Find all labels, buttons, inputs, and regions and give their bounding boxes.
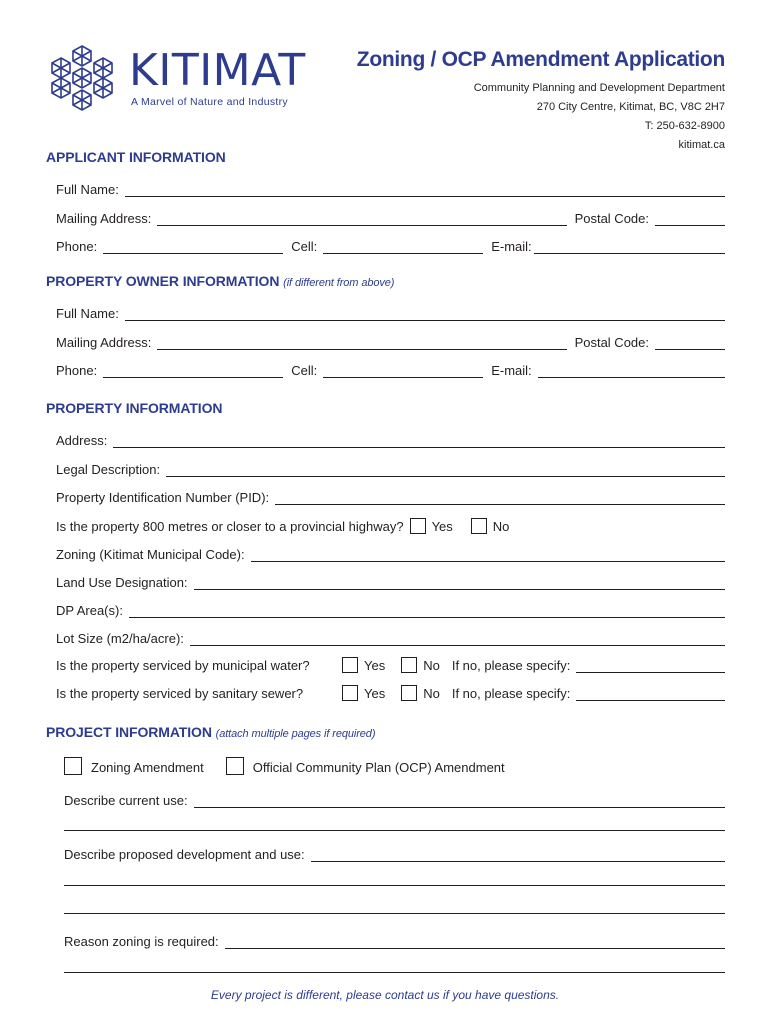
dp-area-row: [56, 602, 725, 618]
reason-field[interactable]: [225, 934, 725, 949]
zoning-row: [56, 546, 725, 562]
zoning-amendment-option[interactable]: [64, 757, 204, 775]
current-use-field[interactable]: [194, 793, 725, 808]
property-address-row: [56, 432, 725, 448]
highway-question: Is the property 800 metres or closer to a provincial highway?: [56, 519, 404, 534]
owner-full-name-row: [56, 305, 725, 321]
ocp-amendment-label: Official Community Plan (OCP) Amendment: [252, 760, 505, 775]
contact-department: Community Planning and Development Department: [473, 82, 725, 94]
water-no-label: No: [423, 658, 440, 673]
project-heading: [46, 724, 375, 740]
property-address-label: Address:: [56, 433, 108, 448]
ocp-amendment-checkbox[interactable]: [226, 757, 244, 775]
applicant-address-row: [56, 210, 725, 226]
water-no-option[interactable]: [401, 657, 440, 673]
contact-address: 270 City Centre, Kitimat, BC, V8C 2H7: [536, 101, 725, 113]
highway-yes-checkbox[interactable]: [410, 518, 426, 534]
lot-size-field[interactable]: [190, 631, 725, 646]
applicant-phone-row: [56, 238, 725, 254]
owner-heading: [46, 273, 394, 289]
pid-label: Property Identification Number (PID):: [56, 490, 270, 505]
water-question: Is the property serviced by municipal water?: [56, 658, 310, 673]
owner-email-field[interactable]: [538, 363, 725, 378]
applicant-mailing-address-label: Mailing Address:: [56, 211, 152, 226]
owner-heading-text: PROPERTY OWNER INFORMATION: [46, 273, 280, 289]
applicant-phone-label: Phone:: [56, 239, 98, 254]
sewer-question: Is the property serviced by sanitary sewer?: [56, 686, 304, 701]
highway-row: [56, 518, 725, 534]
legal-description-row: [56, 461, 725, 477]
applicant-postal-code-field[interactable]: [655, 211, 725, 226]
property-heading: PROPERTY INFORMATION: [46, 400, 223, 416]
owner-address-row: [56, 334, 725, 350]
proposed-use-row: [64, 846, 725, 862]
dp-area-field[interactable]: [129, 603, 725, 618]
zoning-label: Zoning (Kitimat Municipal Code):: [56, 547, 245, 562]
project-heading-note: (attach multiple pages if required): [215, 728, 376, 740]
sewer-yes-label: Yes: [364, 686, 386, 701]
sewer-no-label: No: [423, 686, 440, 701]
land-use-field[interactable]: [194, 575, 725, 590]
applicant-full-name-label: Full Name:: [56, 182, 119, 197]
property-address-field[interactable]: [113, 433, 725, 448]
land-use-label: Land Use Designation:: [56, 575, 188, 590]
snowflake-icon: [44, 44, 120, 112]
owner-phone-label: Phone:: [56, 363, 98, 378]
water-no-checkbox[interactable]: [401, 657, 417, 673]
pid-field[interactable]: [275, 490, 725, 505]
logo-wordmark: KITIMAT: [129, 45, 306, 96]
owner-email-label: E-mail:: [491, 363, 532, 378]
sewer-row: [56, 685, 725, 701]
owner-full-name-field[interactable]: [125, 306, 725, 321]
water-if-no-label: If no, please specify:: [451, 658, 571, 673]
applicant-mailing-address-field[interactable]: [157, 211, 566, 226]
water-yes-option[interactable]: [342, 657, 385, 673]
water-row: [56, 657, 725, 673]
contact-phone: T: 250-632-8900: [644, 120, 725, 132]
land-use-row: [56, 574, 725, 590]
proposed-use-field[interactable]: [311, 847, 725, 862]
form-title: Zoning / OCP Amendment Application: [356, 48, 725, 71]
highway-no-checkbox[interactable]: [471, 518, 487, 534]
owner-heading-note: (if different from above): [283, 277, 395, 289]
project-heading-text: PROJECT INFORMATION: [46, 724, 212, 740]
owner-phone-row: [56, 362, 725, 378]
applicant-email-field[interactable]: [534, 239, 725, 254]
applicant-full-name-row: [56, 181, 725, 197]
proposed-use-line-2[interactable]: [64, 885, 725, 886]
reason-label: Reason zoning is required:: [64, 934, 219, 949]
contact-website[interactable]: kitimat.ca: [678, 139, 725, 151]
applicant-postal-code-label: Postal Code:: [574, 211, 649, 226]
amendment-type-row: [64, 759, 725, 775]
applicant-cell-field[interactable]: [323, 239, 483, 254]
proposed-use-label: Describe proposed development and use:: [64, 847, 305, 862]
zoning-amendment-label: Zoning Amendment: [91, 760, 204, 775]
reason-row: [64, 933, 725, 949]
sewer-yes-option[interactable]: [342, 685, 385, 701]
legal-description-field[interactable]: [166, 462, 725, 477]
applicant-email-label: E-mail:: [491, 239, 532, 254]
highway-no-option[interactable]: [471, 518, 510, 534]
water-yes-checkbox[interactable]: [342, 657, 358, 673]
legal-description-label: Legal Description:: [56, 462, 161, 477]
sewer-yes-checkbox[interactable]: [342, 685, 358, 701]
owner-full-name-label: Full Name:: [56, 306, 119, 321]
proposed-use-line-3[interactable]: [64, 913, 725, 914]
ocp-amendment-option[interactable]: [226, 757, 505, 775]
zoning-amendment-checkbox[interactable]: [64, 757, 82, 775]
reason-line-2[interactable]: [64, 972, 725, 973]
applicant-heading: APPLICANT INFORMATION: [46, 149, 226, 165]
footer-note: Every project is different, please contact us if you have questions.: [210, 988, 560, 1002]
current-use-label: Describe current use:: [64, 793, 188, 808]
sewer-no-checkbox[interactable]: [401, 685, 417, 701]
owner-mailing-address-field[interactable]: [157, 335, 566, 350]
water-if-no-field[interactable]: [576, 658, 725, 673]
owner-cell-field[interactable]: [323, 363, 483, 378]
current-use-line-2[interactable]: [64, 830, 725, 831]
sewer-if-no-label: If no, please specify:: [451, 686, 571, 701]
logo-tagline: A Marvel of Nature and Industry: [131, 96, 288, 108]
current-use-row: [64, 792, 725, 808]
applicant-phone-field[interactable]: [103, 239, 283, 254]
owner-phone-field[interactable]: [103, 363, 283, 378]
highway-no-label: No: [492, 519, 510, 534]
highway-yes-option[interactable]: [410, 518, 453, 534]
lot-size-label: Lot Size (m2/ha/acre):: [56, 631, 184, 646]
sewer-no-option[interactable]: [401, 685, 440, 701]
sewer-if-no-field[interactable]: [576, 686, 725, 701]
owner-mailing-address-label: Mailing Address:: [56, 335, 152, 350]
applicant-cell-label: Cell:: [291, 239, 318, 254]
highway-yes-label: Yes: [431, 519, 453, 534]
lot-size-row: [56, 630, 725, 646]
zoning-field[interactable]: [251, 547, 725, 562]
owner-cell-label: Cell:: [291, 363, 318, 378]
water-yes-label: Yes: [364, 658, 386, 673]
owner-postal-code-label: Postal Code:: [574, 335, 649, 350]
pid-row: [56, 489, 725, 505]
dp-area-label: DP Area(s):: [56, 603, 123, 618]
owner-postal-code-field[interactable]: [655, 335, 725, 350]
applicant-full-name-field[interactable]: [125, 182, 725, 197]
